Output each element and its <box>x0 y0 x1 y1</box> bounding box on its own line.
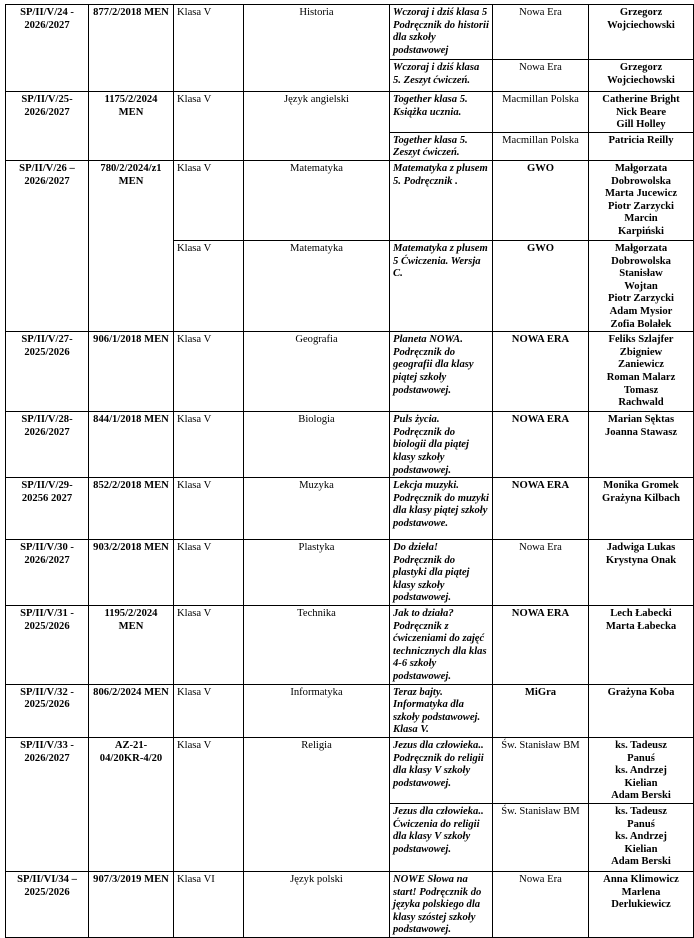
author-name: Kielian <box>624 777 658 789</box>
author-name: Piotr Zarzycki <box>608 200 674 212</box>
book-title-cell: Jezus dla człowieka.. Ćwiczenia do religii dla klasy V szkoły podstawowej. <box>390 803 493 871</box>
publisher-cell: Św. Stanisław BM <box>493 738 589 804</box>
author-name: Wojtan <box>624 280 658 292</box>
author-name: Małgorzata <box>614 162 668 174</box>
subject-cell: Język angielski <box>244 92 390 161</box>
subject-cell: Informatyka <box>244 684 390 737</box>
authors-cell <box>589 60 694 92</box>
book-title-cell: Wczoraj i dziś klasa 5 Podręcznik do historii dla szkoły podstawowej <box>390 5 493 60</box>
signature-cell: SP/II/V/33 - 2026/2027 <box>6 738 89 872</box>
approval-number-cell: 907/3/2019 MEN <box>89 871 174 937</box>
subject-cell: Historia <box>244 5 390 92</box>
signature-cell: SP/II/VI/34 – 2025/2026 <box>6 871 89 937</box>
author-name: Feliks Szlajfer <box>608 334 674 346</box>
author-name: Marlena <box>621 886 661 898</box>
subject-cell: Język polski <box>244 871 390 937</box>
publisher-cell: Macmillan Polska <box>493 92 589 133</box>
author-name: Zofia Bolałek <box>610 318 672 330</box>
signature-cell: SP/II/V/27- 2025/2026 <box>6 332 89 412</box>
author-name: Adam Berski <box>611 856 671 868</box>
author-name: Grzegorz <box>619 7 663 18</box>
class-cell: Klasa VI <box>174 871 244 937</box>
signature-cell: SP/II/V/32 - 2025/2026 <box>6 684 89 737</box>
class-cell: Klasa V <box>174 5 244 92</box>
table-row <box>6 92 694 133</box>
table-row <box>6 540 694 606</box>
subject-cell: Matematyka <box>244 240 390 331</box>
author-name: Lech Łabecki <box>610 608 672 620</box>
table-body <box>6 5 694 938</box>
textbook-table-container <box>5 4 680 938</box>
approval-number-cell: 1195/2/2024 MEN <box>89 606 174 685</box>
authors-cell <box>589 132 694 160</box>
book-title-cell: Matematyka z plusem 5. Podręcznik . <box>390 160 493 240</box>
book-title-cell: Do dzieła! Podręcznik do plastyki dla piątej klasy szkoły podstawowej. <box>390 540 493 606</box>
signature-cell: SP/II/V/30 - 2026/2027 <box>6 540 89 606</box>
book-title-cell: NOWE Słowa na start! Podręcznik do języka polskiego dla klasy szóstej szkoły podstawowej. <box>390 871 493 937</box>
book-title-cell: Teraz bajty. Informatyka dla szkoły podstawowej. Klasa V. <box>390 684 493 737</box>
author-name: Catherine Bright <box>602 94 680 105</box>
author-name: Piotr Zarzycki <box>608 293 674 305</box>
approval-number-cell: 877/2/2018 MEN <box>89 5 174 92</box>
table-row <box>6 606 694 685</box>
class-cell: Klasa V <box>174 160 244 240</box>
class-cell: Klasa V <box>174 738 244 872</box>
authors-cell <box>589 160 694 240</box>
author-name: Marta Łabecka <box>605 620 677 632</box>
authors-cell <box>589 5 694 60</box>
signature-cell: SP/II/V/24 - 2026/2027 <box>6 5 89 92</box>
author-name: Kielian <box>624 843 658 855</box>
subject-cell: Plastyka <box>244 540 390 606</box>
book-title-cell: Wczoraj i dziś klasa 5. Zeszyt ćwiczeń. <box>390 60 493 92</box>
author-name: Roman Malarz <box>606 371 676 383</box>
author-name: Marian Sęktas <box>607 414 675 426</box>
table-row <box>6 332 694 412</box>
author-name: Zbigniew <box>619 346 663 358</box>
author-name: Derlukiewicz <box>611 899 671 911</box>
subject-cell: Religia <box>244 738 390 872</box>
author-name: Dobrowolska <box>611 175 671 187</box>
authors-cell <box>589 412 694 478</box>
class-cell: Klasa V <box>174 478 244 540</box>
author-name: Joanna Stawasz <box>604 426 678 438</box>
publisher-cell: NOWA ERA <box>493 412 589 478</box>
table-row <box>6 5 694 60</box>
authors-cell <box>589 478 694 540</box>
subject-cell: Matematyka <box>244 160 390 240</box>
approval-number-cell: 906/1/2018 MEN <box>89 332 174 412</box>
authors-cell <box>589 540 694 606</box>
authors-cell <box>589 332 694 412</box>
table-row <box>6 412 694 478</box>
author-name: ks. Andrzej <box>615 831 667 843</box>
author-name: Grażyna Koba <box>607 686 675 698</box>
signature-cell: SP/II/V/29- 20256 2027 <box>6 478 89 540</box>
author-name: Wojciechowski <box>607 19 675 31</box>
author-name: Panuś <box>627 818 655 830</box>
author-name: ks. Tadeusz <box>615 805 667 817</box>
publisher-cell: MiGra <box>493 684 589 737</box>
approval-number-cell: 852/2/2018 MEN <box>89 478 174 540</box>
publisher-cell: Św. Stanisław BM <box>493 803 589 871</box>
authors-cell <box>589 240 694 331</box>
publisher-cell: NOWA ERA <box>493 606 589 685</box>
author-name: Rachwald <box>618 397 664 409</box>
author-name: Krystyna Onak <box>605 554 677 566</box>
author-name: Zaniewicz <box>618 359 664 371</box>
author-name: ks. Andrzej <box>615 765 667 777</box>
author-name: Nick Beare <box>615 106 667 118</box>
approval-number-cell: 806/2/2024 MEN <box>89 684 174 737</box>
signature-cell: SP/II/V/28- 2026/2027 <box>6 412 89 478</box>
book-title-cell: Jak to działa? Podręcznik z ćwiczeniami do zajęć technicznych dla klas 4-6 szkoły podstawowej. <box>390 606 493 685</box>
approval-number-cell: 1175/2/2024 MEN <box>89 92 174 161</box>
signature-cell: SP/II/V/26 – 2026/2027 <box>6 160 89 331</box>
publisher-cell: NOWA ERA <box>493 478 589 540</box>
book-title-cell: Lekcja muzyki. Podręcznik do muzyki dla klasy piątej szkoły podstawowe. <box>390 478 493 540</box>
class-cell: Klasa V <box>174 540 244 606</box>
author-name: Adam Mysior <box>609 305 673 317</box>
author-name: Patricia Reilly <box>608 134 674 146</box>
table-row <box>6 684 694 737</box>
author-name: Gill Holley <box>616 119 666 131</box>
author-name: Marcin <box>624 213 658 225</box>
subject-cell: Biologia <box>244 412 390 478</box>
publisher-cell: Nowa Era <box>493 60 589 92</box>
approval-number-cell: AZ-21- 04/20KR-4/20 <box>89 738 174 872</box>
class-cell: Klasa V <box>174 332 244 412</box>
subject-cell: Muzyka <box>244 478 390 540</box>
author-name: Grażyna Kilbach <box>602 492 680 504</box>
publisher-cell: GWO <box>493 160 589 240</box>
signature-cell: SP/II/V/31 - 2025/2026 <box>6 606 89 685</box>
authors-cell <box>589 606 694 685</box>
book-title-cell: Together klasa 5. Książka ucznia. <box>390 92 493 133</box>
class-cell: Klasa V <box>174 412 244 478</box>
author-name: Marta Jucewicz <box>604 188 678 200</box>
book-title-cell: Together klasa 5. Zeszyt ćwiczeń. <box>390 132 493 160</box>
book-title-cell: Jezus dla człowieka.. Podręcznik do religii dla klasy V szkoły podstawowej. <box>390 738 493 804</box>
author-name: Dobrowolska <box>611 255 671 267</box>
author-name: Grzegorz <box>619 62 663 73</box>
author-name: Małgorzata <box>614 242 668 254</box>
approval-number-cell: 844/1/2018 MEN <box>89 412 174 478</box>
class-cell: Klasa V <box>174 684 244 737</box>
class-cell: Klasa V <box>174 606 244 685</box>
publisher-cell: Nowa Era <box>493 540 589 606</box>
authors-cell <box>589 738 694 804</box>
publisher-cell: GWO <box>493 240 589 331</box>
authors-cell <box>589 803 694 871</box>
author-name: Anna Klimowicz <box>603 873 679 885</box>
subject-cell: Technika <box>244 606 390 685</box>
authors-cell <box>589 871 694 937</box>
table-row <box>6 160 694 240</box>
publisher-cell: Macmillan Polska <box>493 132 589 160</box>
author-name: Stanisław <box>619 268 663 280</box>
table-row <box>6 871 694 937</box>
signature-cell: SP/II/V/25- 2026/2027 <box>6 92 89 161</box>
authors-cell <box>589 684 694 737</box>
author-name: Karpiński <box>618 225 664 237</box>
publisher-cell: Nowa Era <box>493 871 589 937</box>
author-name: Adam Berski <box>611 790 671 802</box>
book-title-cell: Puls życia. Podręcznik do biologii dla piątej klasy szkoły podstawowej. <box>390 412 493 478</box>
author-name: Monika Gromek <box>603 480 679 492</box>
class-cell: Klasa V <box>174 92 244 161</box>
authors-cell <box>589 92 694 133</box>
publisher-cell: NOWA ERA <box>493 332 589 412</box>
approval-number-cell: 780/2/2024/z1 MEN <box>89 160 174 331</box>
table-row <box>6 478 694 540</box>
author-name: Tomasz <box>623 384 659 396</box>
publisher-cell: Nowa Era <box>493 5 589 60</box>
class-cell: Klasa V <box>174 240 244 331</box>
author-name: ks. Tadeusz <box>615 740 667 751</box>
author-name: Panuś <box>627 752 655 764</box>
approval-number-cell: 903/2/2018 MEN <box>89 540 174 606</box>
textbook-list-table <box>5 4 694 938</box>
author-name: Jadwiga Lukas <box>606 542 676 554</box>
author-name: Wojciechowski <box>607 74 675 86</box>
subject-cell: Geografia <box>244 332 390 412</box>
table-row <box>6 738 694 804</box>
book-title-cell: Planeta NOWA. Podręcznik do geografii dla klasy piątej szkoły podstawowej. <box>390 332 493 412</box>
book-title-cell: Matematyka z plusem 5 Ćwiczenia. Wersja C. <box>390 240 493 331</box>
